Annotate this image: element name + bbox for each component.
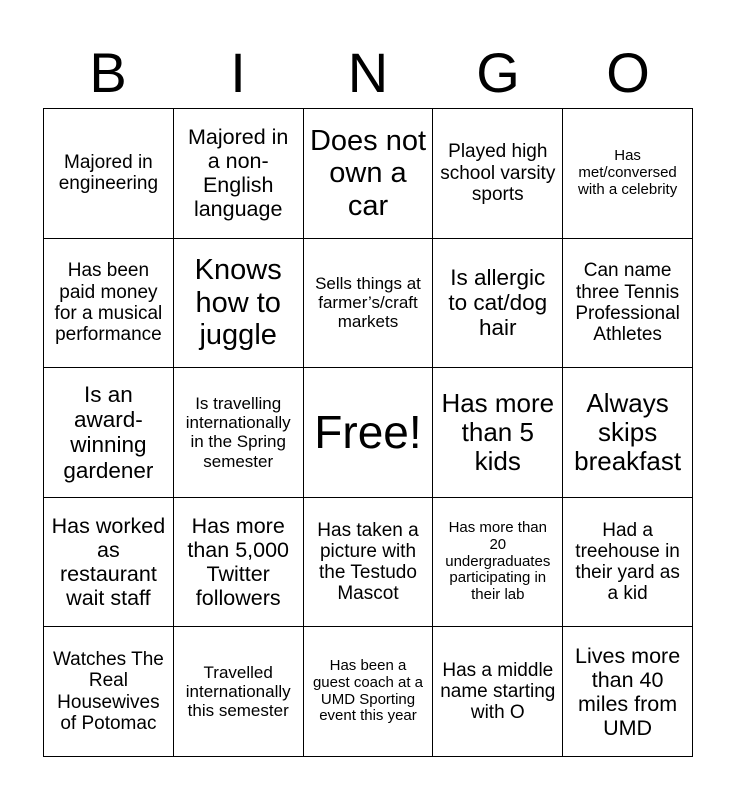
cell-text: Travelled internationally this semester [185, 663, 291, 721]
bingo-cell-free[interactable] [304, 368, 434, 498]
bingo-board [43, 108, 693, 757]
cell-text: Is an award-winning gardener [63, 382, 154, 483]
bingo-cell-r2c2[interactable] [174, 239, 304, 369]
bingo-cell-r2c4[interactable] [433, 239, 563, 369]
cell-text: Has been paid money for a musical performance [54, 260, 163, 346]
bingo-cell-r1c1[interactable] [44, 109, 174, 239]
cell-text: Has been a guest coach at a UMD Sporting event this year [312, 657, 424, 725]
bingo-cell-r4c4[interactable] [433, 498, 563, 628]
cell-text: Majored in engineering [58, 152, 159, 195]
cell-text: Watches The Real Housewives of Potomac [52, 649, 164, 734]
cell-text: Is travelling internationally in the Spring semester [185, 394, 291, 471]
bingo-cell-r1c2[interactable] [174, 109, 304, 239]
bingo-header [43, 38, 693, 108]
bingo-cell-r1c5[interactable] [563, 109, 693, 239]
bingo-cell-r2c1[interactable] [44, 239, 174, 369]
cell-text: Has taken a picture with the Testudo Mascot [317, 519, 419, 605]
header-letter-n: N [347, 41, 389, 104]
bingo-cell-r3c2[interactable] [174, 368, 304, 498]
bingo-cell-r5c5[interactable] [563, 627, 693, 757]
bingo-cell-r2c3[interactable] [304, 239, 434, 369]
free-space-text: Free! [314, 406, 422, 459]
cell-text: Has a middle name starting with O [440, 659, 556, 724]
bingo-cell-r3c5[interactable] [563, 368, 693, 498]
bingo-cell-r2c5[interactable] [563, 239, 693, 369]
cell-text: Has more than 20 undergraduates participating in their lab [445, 519, 551, 604]
cell-text: Sells things at farmer’s/craft markets [315, 274, 421, 332]
header-letter-o: O [606, 41, 650, 104]
bingo-cell-r4c2[interactable] [174, 498, 304, 628]
bingo-cell-r3c4[interactable] [433, 368, 563, 498]
bingo-cell-r1c3[interactable] [304, 109, 434, 239]
header-letter-b: B [89, 41, 127, 104]
cell-text: Has met/conversed with a celebrity [577, 147, 678, 198]
bingo-cell-r4c5[interactable] [563, 498, 693, 628]
cell-text: Lives more than 40 miles from UMD [575, 643, 681, 740]
cell-text: Does not own a car [309, 124, 427, 222]
cell-text: Is allergic to cat/dog hair [448, 265, 548, 341]
cell-text: Has more than 5,000 Twitter followers [187, 513, 289, 611]
cell-text: Has worked as restaurant wait staff [51, 513, 166, 611]
header-letter-i: I [230, 41, 246, 104]
cell-text: Always skips breakfast [574, 387, 682, 477]
cell-text: Has more than 5 kids [441, 387, 555, 477]
cell-text: Can name three Tennis Professional Athletes [575, 260, 680, 346]
cell-text: Knows how to juggle [194, 254, 282, 352]
bingo-cell-r3c1[interactable] [44, 368, 174, 498]
cell-text: Played high school varsity sports [440, 141, 556, 205]
bingo-cell-r5c1[interactable] [44, 627, 174, 757]
bingo-cell-r5c2[interactable] [174, 627, 304, 757]
bingo-cell-r4c3[interactable] [304, 498, 434, 628]
bingo-cell-r4c1[interactable] [44, 498, 174, 628]
bingo-cell-r5c3[interactable] [304, 627, 434, 757]
cell-text: Had a treehouse in their yard as a kid [575, 519, 680, 605]
bingo-cell-r5c4[interactable] [433, 627, 563, 757]
header-letter-g: G [476, 41, 520, 104]
bingo-cell-r1c4[interactable] [433, 109, 563, 239]
cell-text: Majored in a non-English language [188, 125, 289, 222]
